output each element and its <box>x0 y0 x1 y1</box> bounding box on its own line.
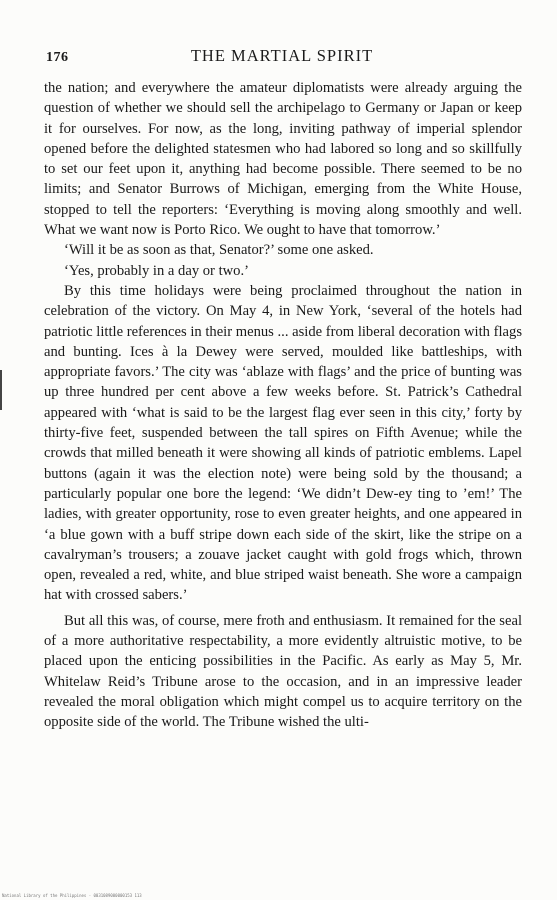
paragraph: But all this was, of course, mere froth and enthusiasm. It remained for the seal of a more authoritative respectability, a more evidently altruistic motive, to be placed upon the enticing possibilities in the Pacific. As early as May 5, Mr. Whitelaw Reid’s Tribune arose to the occasion, and in an impressive leader revealed the moral obligation which might compel us to acquire territory on the opposite side of the world. The Tribune wished the ulti- <box>44 612 522 731</box>
paragraph: ‘Yes, probably in a day or two.’ <box>64 262 249 279</box>
scan-edge-mark <box>0 370 2 410</box>
scan-footer: National Library of the Philippines · 0031089000000153 113 <box>2 893 142 898</box>
running-title: THE MARTIAL SPIRIT <box>190 46 374 65</box>
page-number: 176 <box>46 50 69 65</box>
paragraph: By this time holidays were being proclaimed throughout the nation in celebration of the victory. On May 4, in New York, ‘several of the hotels had patriotic little references in their menus ... aside from liberal decoration with flags and bunting. Ices à la Dewey were served, moulded like battleships, with appropriate favors.’ The city was ‘ablaze with flags’ and the price of bunting was up three hundred per cent above a few weeks before. St. Patrick’s Cathedral appeared with ‘what is said to be the largest flag ever seen in this city,’ forty by thirty-five feet, suspended between the tall spires on Fifth Avenue; while the crowds that milled beneath it were showing all kinds of patriotic emblems. Lapel buttons (again it was the election note) were being sold by the thousand; a particularly popular one bore the legend: ‘We didn’t Dew-ey ting to ’em!’ The ladies, with greater opportunity, rose to even greater heights, and one appeared in ‘a blue gown with a buff stripe down each side of the skirt, like the stripe on a cavalryman’s trousers; a zouave jacket caught with gold frogs which, thrown open, revealed a red, white, and blue striped waist beneath. She wore a campaign hat with crossed sabers.’ <box>44 282 522 604</box>
paragraph: ‘Will it be as soon as that, Senator?’ some one asked. <box>64 242 374 259</box>
page-header <box>40 42 524 68</box>
body-text <box>44 78 522 733</box>
paragraph: the nation; and everywhere the amateur diplomatists were already arguing the question of whether we should sell the archipelago to Germany or Japan or keep it for ourselves. For now, as the long, inviting pathway of imperial splendor opened before the delighted statesmen who had labored so long and so skillfully to set our feet upon it, anything had become possible. There seemed to be no limits; and Senator Burrows of Michigan, emerging from the White House, stopped to tell the reporters: ‘Everything is moving along smoothly and well. What we want now is Porto Rico. We ought to have that tomorrow.’ <box>44 80 522 239</box>
